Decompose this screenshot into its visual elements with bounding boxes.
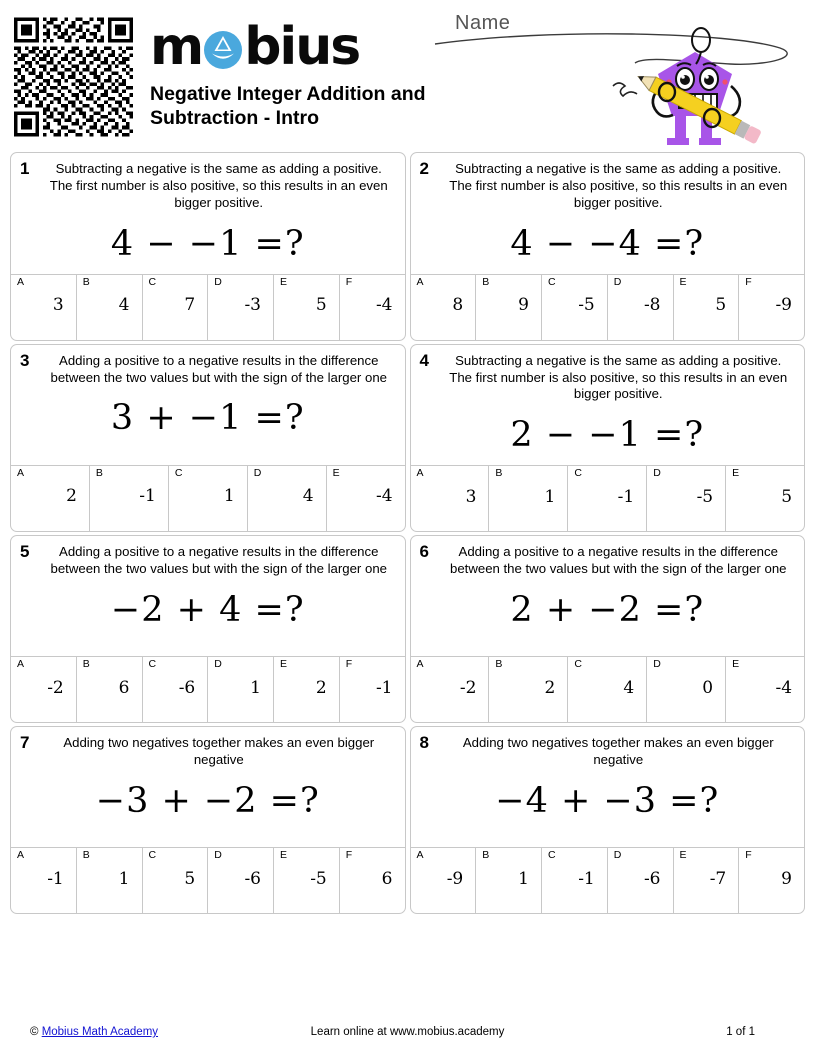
question-card: [10, 535, 406, 723]
question-expression: 4 − −1 =?: [110, 223, 305, 264]
question-body: [11, 345, 405, 465]
answer-options-row: [411, 465, 805, 531]
question-expression: 2 − −1 =?: [510, 415, 705, 456]
answer-option-f[interactable]: [340, 275, 405, 340]
answer-option-d[interactable]: [647, 466, 726, 531]
answer-option-a[interactable]: [11, 848, 77, 913]
answer-option-b[interactable]: [476, 275, 542, 340]
answer-option-f[interactable]: [340, 848, 405, 913]
answer-option-e[interactable]: [726, 657, 804, 722]
question-number: 5: [20, 542, 30, 562]
question-body: [11, 536, 405, 656]
answer-option-value: 7: [184, 295, 196, 316]
answer-option-value: -3: [244, 295, 261, 316]
answer-option-letter: E: [732, 467, 740, 480]
answer-options-row: [411, 274, 805, 340]
answer-option-value: -9: [775, 295, 792, 316]
answer-option-c[interactable]: [542, 275, 608, 340]
answer-option-a[interactable]: [411, 275, 477, 340]
answer-option-a[interactable]: [11, 466, 90, 531]
question-expression: 2 + −2 =?: [510, 590, 705, 631]
answer-option-c[interactable]: [542, 848, 608, 913]
answer-option-letter: C: [148, 849, 157, 862]
answer-option-f[interactable]: [739, 275, 804, 340]
answer-option-value: -6: [643, 868, 661, 889]
question-body: [411, 345, 805, 466]
answer-option-value: 8: [452, 295, 464, 316]
answer-option-value: 1: [544, 486, 556, 507]
mobius-loop-icon: [203, 27, 243, 67]
question-prompt: Adding two negatives together makes an even bigger negative: [462, 735, 774, 768]
answer-option-f[interactable]: [340, 657, 405, 722]
answer-option-b[interactable]: [77, 657, 143, 722]
question-prompt: Subtracting a negative is the same as adding a positive. The first number is also positive, so this results in an even bigger positive.: [449, 352, 788, 402]
question-prompt: Adding a positive to a negative results in the difference between the two values but with the sign of the larger one: [50, 544, 387, 577]
answer-option-letter: A: [416, 275, 424, 288]
answer-option-letter: B: [482, 275, 490, 288]
monster-with-pencil-icon: [605, 24, 785, 149]
answer-option-letter: B: [82, 849, 90, 862]
answer-option-value: -1: [375, 677, 393, 698]
question-grid: [10, 152, 805, 914]
answer-options-row: [411, 847, 805, 913]
answer-option-value: -8: [643, 295, 661, 316]
answer-option-value: 5: [781, 486, 793, 507]
name-field-area: [430, 6, 810, 151]
answer-option-value: -4: [775, 677, 793, 698]
answer-option-d[interactable]: [608, 848, 674, 913]
question-prompt: Subtracting a negative is the same as adding a positive. The first number is also positive, so this results in an even bigger positive.: [49, 161, 388, 210]
answer-options-row: [11, 274, 405, 340]
question-number: 1: [20, 159, 30, 178]
answer-option-letter: F: [345, 658, 353, 671]
answer-option-b[interactable]: [77, 275, 143, 340]
copyright-symbol: ©: [30, 1026, 39, 1038]
answer-option-d[interactable]: [608, 275, 674, 340]
answer-option-letter: F: [345, 275, 353, 288]
answer-option-letter: E: [280, 849, 288, 862]
answer-option-value: 2: [544, 677, 556, 698]
question-card: [410, 152, 806, 341]
answer-option-value: -4: [375, 486, 393, 507]
qr-code-icon[interactable]: [14, 17, 133, 137]
question-expression: −2 + 4 =?: [110, 590, 305, 631]
answer-option-value: 2: [66, 486, 77, 507]
answer-option-value: -1: [139, 486, 156, 507]
answer-option-b[interactable]: [90, 466, 169, 531]
answer-option-value: 9: [518, 295, 529, 316]
answer-option-letter: C: [148, 658, 157, 671]
answer-option-letter: A: [17, 466, 25, 479]
question-prompt: Adding a positive to a negative results in the difference between the two values but with the sign of the larger one: [450, 544, 787, 577]
answer-option-value: -2: [47, 677, 64, 698]
answer-option-value: 0: [702, 677, 714, 698]
answer-option-letter: F: [345, 849, 353, 862]
answer-option-e[interactable]: [274, 657, 340, 722]
answer-option-value: 5: [715, 295, 727, 316]
answer-option-c[interactable]: [169, 466, 248, 531]
answer-option-value: -1: [617, 486, 635, 507]
name-label: Name: [455, 12, 511, 34]
answer-option-value: -5: [696, 486, 714, 507]
answer-option-c[interactable]: [568, 466, 647, 531]
answer-option-a[interactable]: [11, 657, 77, 722]
answer-option-value: -4: [375, 295, 393, 316]
answer-option-letter: D: [613, 849, 622, 862]
answer-option-letter: B: [495, 467, 503, 480]
answer-option-e[interactable]: [674, 848, 740, 913]
answer-option-letter: D: [214, 658, 222, 671]
question-number: 4: [419, 350, 429, 370]
question-number: 3: [20, 350, 30, 370]
question-prompt: Subtracting a negative is the same as adding a positive. The first number is also positive, so this results in an even bigger positive.: [449, 161, 788, 210]
answer-option-e[interactable]: [274, 275, 340, 340]
answer-option-letter: C: [174, 466, 183, 479]
question-body: [11, 727, 405, 847]
logo-text-after: bius: [244, 17, 360, 77]
answer-option-letter: C: [574, 467, 582, 480]
answer-option-letter: B: [495, 658, 503, 671]
question-body: [411, 536, 805, 656]
question-expression: −4 + −3 =?: [495, 781, 720, 822]
question-body: [411, 153, 805, 274]
question-expression: 3 + −1 =?: [110, 398, 305, 439]
answer-option-letter: E: [280, 658, 288, 671]
answer-option-d[interactable]: [647, 657, 726, 722]
question-prompt: Adding two negatives together makes an even bigger negative: [63, 735, 375, 768]
question-card: [10, 152, 406, 341]
answer-option-value: -7: [709, 868, 727, 889]
page-title: Negative Integer Addition and Subtraction - Intro: [150, 83, 426, 130]
answer-option-letter: A: [17, 849, 25, 862]
answer-option-value: 4: [623, 677, 635, 698]
answer-option-e[interactable]: [674, 275, 740, 340]
answer-option-f[interactable]: [739, 848, 804, 913]
answer-option-value: -1: [47, 868, 64, 889]
logo-text-before: m: [150, 17, 203, 77]
answer-option-d[interactable]: [208, 848, 274, 913]
answer-options-row: [11, 656, 405, 722]
answer-option-value: -6: [178, 677, 196, 698]
answer-option-letter: D: [214, 275, 222, 288]
answer-option-value: -5: [578, 295, 595, 316]
answer-option-value: -6: [244, 868, 261, 889]
answer-option-value: 4: [302, 486, 314, 507]
answer-option-letter: D: [214, 849, 222, 862]
answer-option-c[interactable]: [143, 275, 209, 340]
answer-option-letter: A: [17, 275, 25, 288]
answer-option-letter: A: [416, 467, 424, 480]
answer-option-value: 9: [781, 868, 792, 889]
answer-option-b[interactable]: [476, 848, 542, 913]
answer-option-letter: D: [613, 275, 622, 288]
question-number: 7: [20, 733, 30, 753]
answer-option-letter: F: [745, 849, 752, 862]
mobius-math-academy-link[interactable]: Mobius Math Academy: [41, 1026, 159, 1038]
answer-option-value: 6: [381, 868, 393, 889]
answer-options-row: [11, 465, 405, 531]
answer-option-letter: B: [82, 275, 90, 288]
answer-option-letter: C: [148, 275, 157, 288]
answer-option-letter: F: [745, 275, 752, 288]
answer-option-letter: B: [482, 849, 490, 862]
question-number: 2: [419, 159, 429, 178]
answer-options-row: [11, 847, 405, 913]
question-card: [410, 344, 806, 533]
answer-option-a[interactable]: [411, 657, 490, 722]
answer-option-b[interactable]: [489, 657, 568, 722]
answer-option-letter: A: [416, 658, 424, 671]
answer-option-value: 4: [118, 295, 130, 316]
answer-option-a[interactable]: [411, 466, 490, 531]
answer-option-letter: E: [732, 658, 740, 671]
question-prompt: Adding a positive to a negative results in the difference between the two values but with the sign of the larger one: [50, 352, 387, 385]
question-expression: 4 − −4 =?: [510, 223, 705, 264]
answer-option-value: 5: [315, 295, 327, 316]
logo-wordmark: [150, 17, 360, 77]
answer-option-value: -9: [446, 868, 464, 889]
answer-option-value: 1: [223, 486, 235, 507]
answer-option-c[interactable]: [143, 657, 209, 722]
answer-option-letter: B: [82, 658, 90, 671]
answer-option-b[interactable]: [77, 848, 143, 913]
question-card: [410, 535, 806, 723]
answer-options-row: [411, 656, 805, 722]
answer-option-a[interactable]: [411, 848, 477, 913]
answer-option-letter: E: [280, 275, 288, 288]
answer-option-value: 5: [184, 868, 196, 889]
worksheet-header: [0, 0, 815, 150]
answer-option-value: -5: [310, 868, 327, 889]
answer-option-letter: C: [548, 275, 556, 288]
answer-option-letter: D: [253, 466, 262, 479]
question-body: [411, 727, 805, 847]
answer-option-d[interactable]: [208, 657, 274, 722]
answer-option-b[interactable]: [489, 466, 568, 531]
question-expression: −3 + −2 =?: [95, 781, 320, 822]
question-card: [10, 726, 406, 914]
answer-option-letter: E: [332, 466, 340, 479]
answer-option-letter: E: [679, 275, 687, 288]
question-body: [11, 153, 405, 274]
footer-learn-online-text: Learn online at www.mobius.academy: [310, 1026, 505, 1038]
answer-option-letter: C: [574, 658, 582, 671]
question-number: 8: [419, 733, 429, 753]
answer-option-c[interactable]: [143, 848, 209, 913]
question-card: [410, 726, 806, 914]
answer-option-value: -1: [578, 868, 595, 889]
answer-option-letter: E: [679, 849, 687, 862]
answer-option-value: -2: [459, 677, 477, 698]
answer-option-a[interactable]: [11, 275, 77, 340]
question-number: 6: [419, 542, 429, 562]
answer-option-letter: A: [416, 849, 424, 862]
answer-option-e[interactable]: [274, 848, 340, 913]
answer-option-letter: C: [548, 849, 556, 862]
answer-option-value: 1: [118, 868, 130, 889]
worksheet-footer: [0, 1022, 815, 1050]
answer-option-d[interactable]: [248, 466, 327, 531]
question-card: [10, 344, 406, 533]
answer-option-e[interactable]: [726, 466, 804, 531]
answer-option-letter: D: [653, 658, 661, 671]
answer-option-letter: D: [653, 467, 661, 480]
answer-option-value: 1: [518, 868, 529, 889]
answer-option-letter: B: [95, 466, 103, 479]
footer-page-indicator: 1 of 1: [726, 1026, 755, 1038]
answer-option-letter: A: [17, 658, 25, 671]
answer-option-c[interactable]: [568, 657, 647, 722]
answer-option-d[interactable]: [208, 275, 274, 340]
answer-option-value: 6: [118, 677, 130, 698]
answer-option-value: 1: [250, 677, 261, 698]
answer-option-value: 2: [315, 677, 327, 698]
answer-option-e[interactable]: [327, 466, 405, 531]
answer-option-value: 3: [52, 295, 64, 316]
answer-option-value: 3: [465, 486, 477, 507]
